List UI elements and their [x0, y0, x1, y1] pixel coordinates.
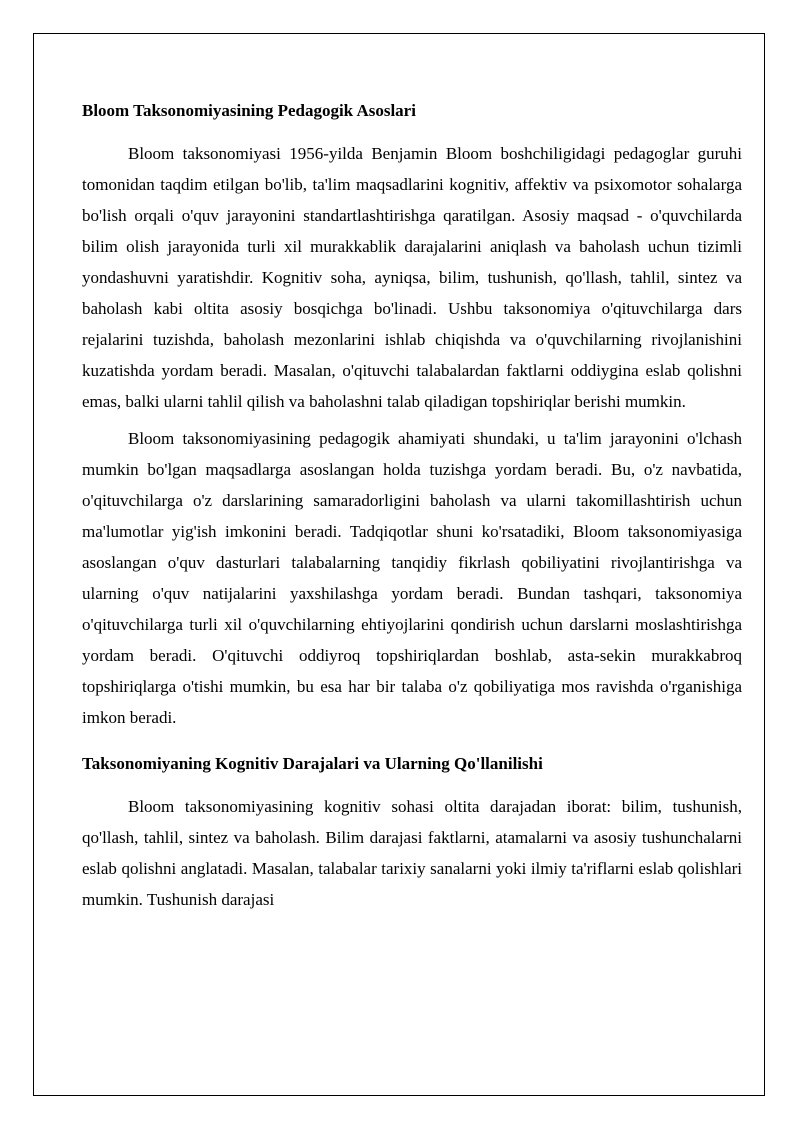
paragraph: Bloom taksonomiyasining pedagogik ahamiyati shundaki, u ta'lim jarayonini o'lchash mumkin bo'lgan maqsadlarga asoslangan holda tuzishga yordam beradi. Bu, o'z navbatida, o'qituvchilarga o'z darslarining samaradorligini baholash va ularni takomillashtirish uchun ma'lumotlar yig'ish imkonini beradi. Tadqiqotlar shuni ko'rsatadiki, Bloom taksonomiyasiga asoslangan o'quv dasturlari talabalarning tanqidiy fikrlash qobiliyatini rivojlantirishga va ularning o'quv natijalarini yaxshilashga yordam beradi. Bundan tashqari, taksonomiya o'qituvchilarga turli xil o'quvchilarning ehtiyojlarini qondirish uchun darslarni moslashtirishga yordam beradi. O'qituvchi oddiyroq topshiriqlardan boshlab, asta-sekin murakkabroq topshiriqlarga o'tishi mumkin, bu esa har bir talaba o'z qobiliyatiga mos ravishda o'rganishiga imkon beradi.: [82, 429, 742, 727]
section-heading: Taksonomiyaning Kognitiv Darajalari va Ularning Qo'llanilishi: [82, 754, 543, 773]
paragraph: Bloom taksonomiyasi 1956-yilda Benjamin Bloom boshchiligidagi pedagoglar guruhi tomonidan taqdim etilgan bo'lib, ta'lim maqsadlarini kognitiv, affektiv va psixomotor sohalarga bo'lish orqali o'quv jarayonini standartlashtirishga qaratilgan. Asosiy maqsad - o'quvchilarda bilim olish jarayonida turli xil murakkablik darajalarini aniqlash va baholash uchun tizimli yondashuvni yaratishdir. Kognitiv soha, ayniqsa, bilim, tushunish, qo'llash, tahlil, sintez va baholash kabi oltita asosiy bosqichga bo'linadi. Ushbu taksonomiya o'qituvchilarga dars rejalarini tuzishda, baholash mezonlarini ishlab chiqishda va o'quvchilarning rivojlanishini kuzatishda yordam beradi. Masalan, o'qituvchi talabalardan faktlarni oddiygina eslab qolishni emas, balki ularni tahlil qilish va baholashni talab qiladigan topshiriqlar berishi mumkin.: [82, 144, 742, 411]
paragraph: Bloom taksonomiyasining kognitiv sohasi oltita darajadan iborat: bilim, tushunish, qo'llash, tahlil, sintez va baholash. Bilim darajasi faktlarni, atamalarni va asosiy tushunchalarni eslab qolishni anglatadi. Masalan, talabalar tarixiy sanalarni yoki ilmiy ta'riflarni eslab qolishlari mumkin. Tushunish darajasi: [82, 797, 742, 909]
document-body: [82, 98, 742, 921]
section-heading: Bloom Taksonomiyasining Pedagogik Asoslari: [82, 101, 416, 120]
